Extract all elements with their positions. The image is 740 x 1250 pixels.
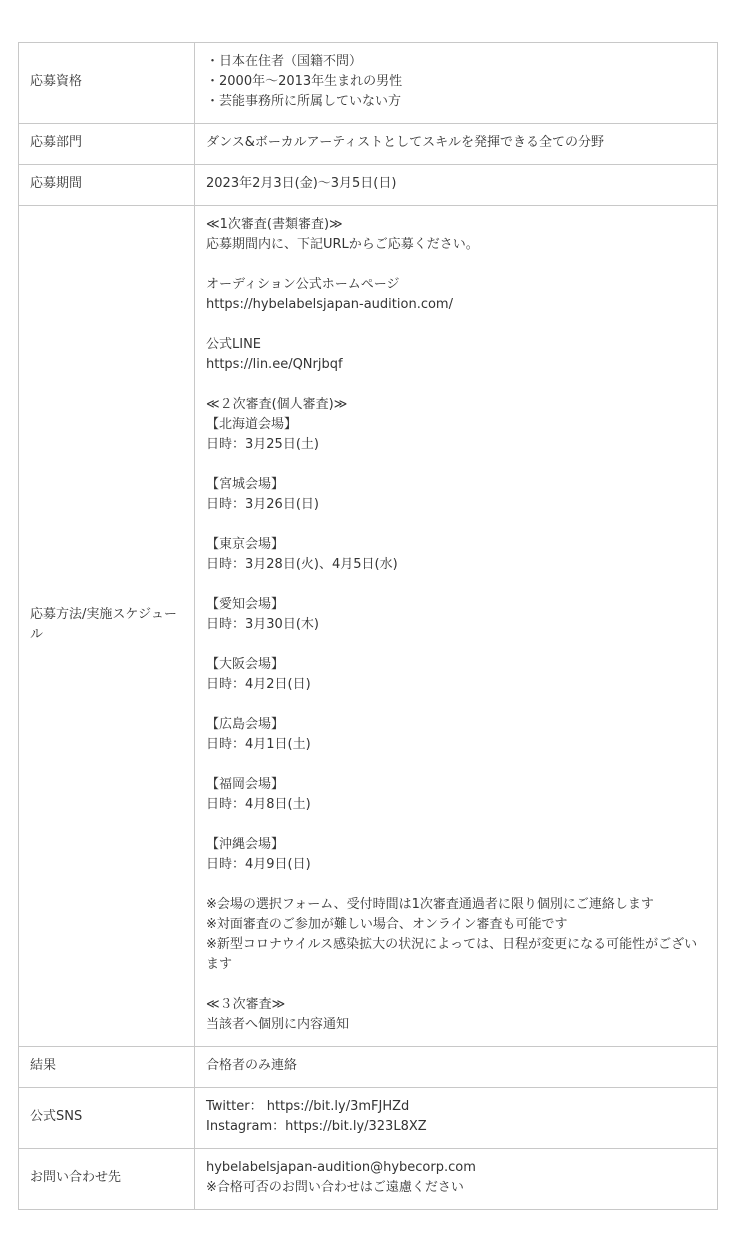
value-line: 日時：4月2日(日) <box>206 677 311 692</box>
value-line <box>206 375 706 395</box>
value-line: ・2000年〜2013年生まれの男性 <box>206 74 403 89</box>
value-line <box>206 255 706 275</box>
audition-info-table <box>18 42 718 1210</box>
value-line <box>206 975 706 995</box>
value-line: ・日本在住者（国籍不問） <box>206 54 363 69</box>
value-line: 【福岡会場】 <box>206 777 285 792</box>
value-line: ≪２次審査(個人審査)≫ <box>206 397 348 412</box>
audition-info-container <box>18 42 718 1210</box>
value-line: ※会場の選択フォーム、受付時間は1次審査通過者に限り個別にご連絡します <box>206 897 654 912</box>
value-line <box>206 815 706 835</box>
value-line: オーディション公式ホームページ <box>206 277 400 292</box>
value-line: 【北海道会場】 <box>206 417 298 432</box>
value-line <box>206 695 706 715</box>
value-line <box>206 575 706 595</box>
value-line <box>206 315 706 335</box>
row-label: 応募期間 <box>19 165 195 206</box>
row-value <box>195 1088 718 1149</box>
row-value <box>195 43 718 124</box>
info-row <box>19 1088 718 1149</box>
value-line: 合格者のみ連絡 <box>206 1058 298 1073</box>
value-line: 【広島会場】 <box>206 717 285 732</box>
value-line <box>206 875 706 895</box>
value-line: ・芸能事務所に所属していない方 <box>206 94 402 109</box>
value-line: 【東京会場】 <box>206 537 285 552</box>
value-line: 2023年2月3日(金)〜3月5日(日) <box>206 176 397 191</box>
value-line: https://hybelabelsjapan-audition.com/ <box>206 297 453 312</box>
info-row <box>19 43 718 124</box>
audition-info-table-body <box>19 43 718 1210</box>
value-line: ※新型コロナウイルス感染拡大の状況によっては、日程が変更になる可能性がございます <box>206 937 698 972</box>
value-line: 日時：4月1日(土) <box>206 737 311 752</box>
value-line: ※合格可否のお問い合わせはご遠慮ください <box>206 1180 464 1195</box>
value-line <box>206 455 706 475</box>
row-label: 応募部門 <box>19 124 195 165</box>
row-value <box>195 206 718 1047</box>
row-label: 公式SNS <box>19 1088 195 1149</box>
row-value <box>195 1047 718 1088</box>
row-value <box>195 165 718 206</box>
value-line: 日時：3月25日(土) <box>206 437 319 452</box>
value-line <box>206 755 706 775</box>
value-line: 日時：4月9日(日) <box>206 857 311 872</box>
value-line: 日時：4月8日(土) <box>206 797 311 812</box>
row-label: お問い合わせ先 <box>19 1149 195 1210</box>
info-row <box>19 1149 718 1210</box>
value-line: 応募期間内に、下記URLからご応募ください。 <box>206 237 479 252</box>
info-row <box>19 165 718 206</box>
value-line: 日時：3月30日(木) <box>206 617 319 632</box>
value-line: ※対面審査のご参加が難しい場合、オンライン審査も可能です <box>206 917 568 932</box>
value-line: ダンス&ボーカルアーティストとしてスキルを発揮できる全ての分野 <box>206 135 605 150</box>
value-line: 公式LINE <box>206 337 262 352</box>
row-value <box>195 1149 718 1210</box>
value-line: Twitter： https://bit.ly/3mFJHZd <box>206 1099 410 1114</box>
value-line: Instagram：https://bit.ly/323L8XZ <box>206 1119 427 1134</box>
info-row <box>19 1047 718 1088</box>
value-line: 日時：3月26日(日) <box>206 497 319 512</box>
value-line <box>206 635 706 655</box>
value-line: 【宮城会場】 <box>206 477 285 492</box>
value-line: 【沖縄会場】 <box>206 837 285 852</box>
info-row <box>19 206 718 1047</box>
value-line: 日時：3月28日(火)、4月5日(水) <box>206 557 398 572</box>
info-row <box>19 124 718 165</box>
row-label: 結果 <box>19 1047 195 1088</box>
value-line: ≪３次審査≫ <box>206 997 286 1012</box>
value-line: 【大阪会場】 <box>206 657 285 672</box>
value-line: hybelabelsjapan-audition@hybecorp.com <box>206 1160 476 1175</box>
value-line <box>206 515 706 535</box>
row-value <box>195 124 718 165</box>
row-label: 応募方法/実施スケジュール <box>19 206 195 1047</box>
value-line: ≪1次審査(書類審査)≫ <box>206 217 343 232</box>
value-line: 【愛知会場】 <box>206 597 285 612</box>
value-line: 当該者へ個別に内容通知 <box>206 1017 350 1032</box>
value-line: https://lin.ee/QNrjbqf <box>206 357 343 372</box>
row-label: 応募資格 <box>19 43 195 124</box>
